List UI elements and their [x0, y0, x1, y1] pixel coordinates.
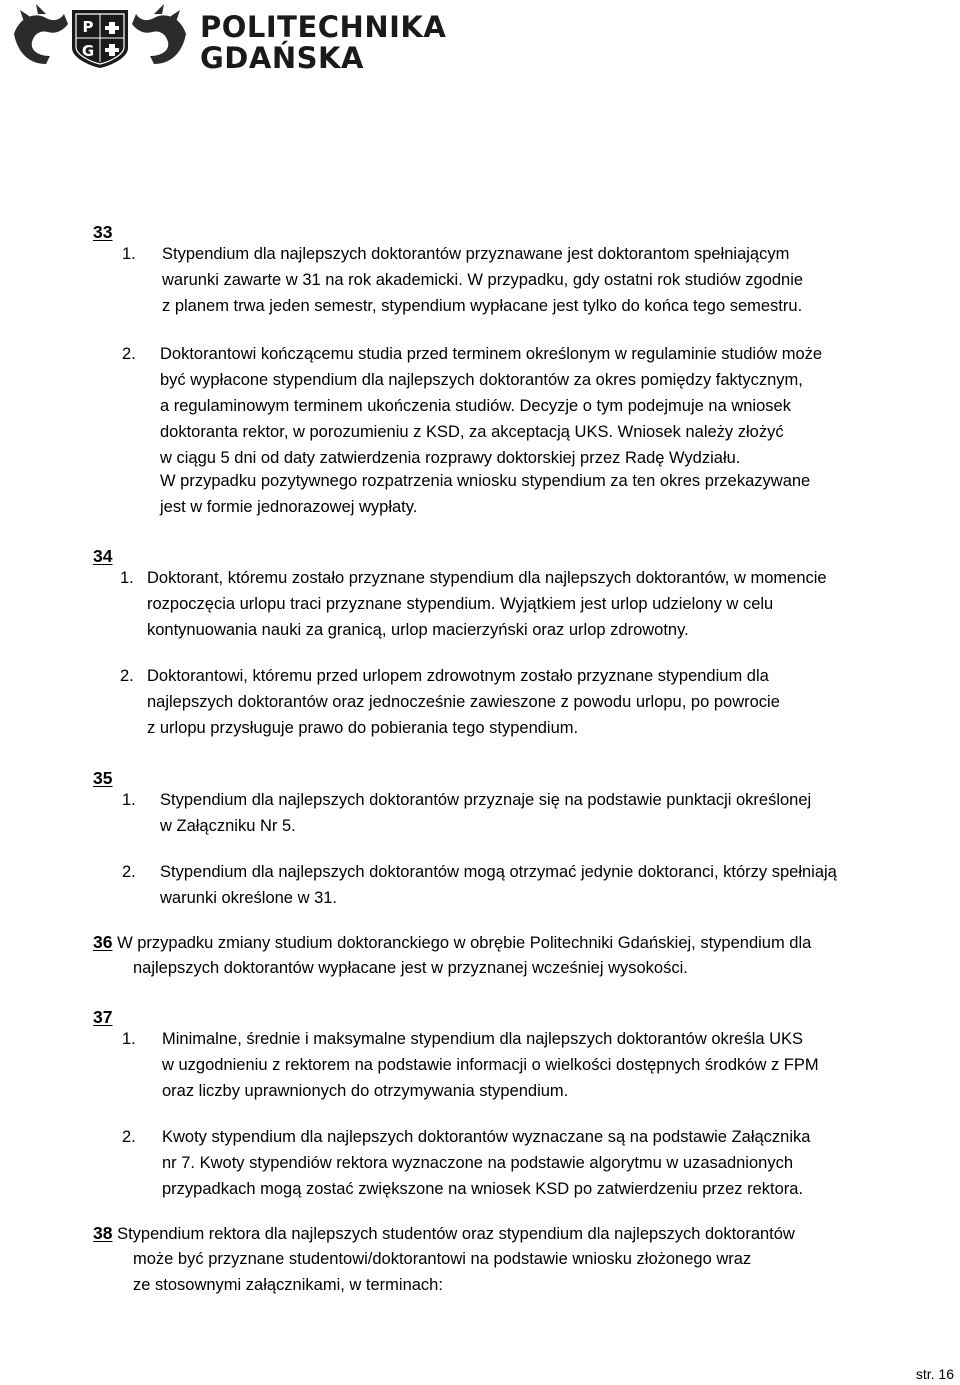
s33-p2-line: Doktorantowi kończącemu studia przed terminem określonym w regulaminie studiów może [160, 345, 823, 363]
s37-p1-line: oraz liczby uprawnionych do otrzymywania stypendium. [162, 1082, 569, 1100]
s37-p2-number: 2. [122, 1128, 136, 1146]
section-label-35: 35 [93, 768, 113, 788]
s33-p2-number: 2. [122, 345, 136, 363]
s34-p2-line: najlepszych doktorantów oraz jednocześnie zawieszone z powodu urlopu, po powrocie [147, 693, 780, 711]
s35-p1-line: w Załączniku Nr 5. [160, 817, 296, 835]
s37-p1-line: Minimalne, średnie i maksymalne stypendium dla najlepszych doktorantów określa UKS [162, 1030, 804, 1048]
politechnika-gdanska-logo [10, 4, 447, 75]
s33-p2-line: jest w formie jednorazowej wypłaty. [160, 498, 418, 516]
s38-line: 38 Stypendium rektora dla najlepszych studentów oraz stypendium dla najlepszych doktorantów [93, 1223, 795, 1243]
s34-p2-line: z urlopu przysługuje prawo do pobierania tego stypendium. [147, 719, 579, 737]
section-label-36: 36 [93, 932, 113, 952]
s34-p1-line: kontynuowania nauki za granicą, urlop macierzyński oraz urlop zdrowotny. [147, 621, 689, 639]
s37-p1-number: 1. [122, 1030, 136, 1048]
section-label-38: 38 [93, 1223, 113, 1243]
s33-p1-number: 1. [122, 245, 136, 263]
s35-p2-number: 2. [122, 863, 136, 881]
s36-line: najlepszych doktorantów wypłacane jest w przyznanej wcześniej wysokości. [133, 959, 688, 977]
s33-p1-line: z planem trwa jeden semestr, stypendium wypłacane jest tylko do końca tego semestru. [162, 297, 803, 315]
s33-p2-line: W przypadku pozytywnego rozpatrzenia wniosku stypendium za ten okres przekazywane [160, 472, 811, 490]
section-label-37: 37 [93, 1007, 113, 1027]
page-number: str. 16 [915, 1366, 954, 1382]
crest-letter-p: P [82, 18, 94, 36]
s34-p1-line: rozpoczęcia urlopu traci przyznane stypendium. Wyjątkiem jest urlop udzielony w celu [147, 595, 774, 613]
s38-line: może być przyznane studentowi/doktorantowi na podstawie wniosku złożonego wraz [133, 1250, 752, 1268]
s35-p2-line: warunki określone w 31. [160, 889, 338, 907]
s34-p2-line: Doktorantowi, któremu przed urlopem zdrowotnym zostało przyznane stypendium dla [147, 667, 769, 685]
s34-p1-line: Doktorant, któremu zostało przyznane stypendium dla najlepszych doktorantów, w momencie [147, 569, 827, 587]
crest-icon [10, 4, 190, 70]
s33-p1-line: warunki zawarte w 31 na rok akademicki. W przypadku, gdy ostatni rok studiów zgodnie [162, 271, 804, 289]
s33-p2-line: doktoranta rektor, w porozumieniu z KSD, za akceptacją UKS. Wniosek należy złożyć [160, 423, 784, 441]
s35-p1-line: Stypendium dla najlepszych doktorantów przyznaje się na podstawie punktacji określonej [160, 791, 812, 809]
s37-p2-line: przypadkach mogą zostać zwiększone na wniosek KSD po zatwierdzeniu przez rektora. [162, 1180, 804, 1198]
s35-p1-number: 1. [122, 791, 136, 809]
s34-p2-number: 2. [120, 667, 134, 685]
s38-line: ze stosownymi załącznikami, w terminach: [133, 1276, 443, 1294]
logo-line-2: GDAŃSKA [200, 41, 364, 75]
s33-p2-line: być wypłacone stypendium dla najlepszych doktorantów za okres pomiędzy faktycznym, [160, 371, 803, 389]
crest-letter-g: G [81, 42, 95, 60]
s37-p2-line: nr 7. Kwoty stypendiów rektora wyznaczone na podstawie algorytmu w uzasadnionych [162, 1154, 793, 1172]
s34-p1-number: 1. [120, 569, 134, 587]
section-label-34: 34 [93, 546, 113, 566]
s37-p1-line: w uzgodnieniu z rektorem na podstawie informacji o wielkości dostępnych środków z FPM [162, 1056, 819, 1074]
s35-p2-line: Stypendium dla najlepszych doktorantów mogą otrzymać jedynie doktoranci, którzy spełniają [160, 863, 837, 881]
s33-p2-line: a regulaminowym terminem ukończenia studiów. Decyzje o tym podejmuje na wniosek [160, 397, 791, 415]
s33-p1-line: Stypendium dla najlepszych doktorantów przyznawane jest doktorantom spełniającym [162, 245, 790, 263]
section-label-33: 33 [93, 222, 113, 242]
s37-p2-line: Kwoty stypendium dla najlepszych doktorantów wyznaczane są na podstawie Załącznika [162, 1128, 811, 1146]
logo-wordmark [200, 12, 446, 74]
s36-line: 36 W przypadku zmiany studium doktoranckiego w obrębie Politechniki Gdańskiej, stypendium dla [93, 932, 812, 952]
logo-line-1: POLITECHNIKA [200, 10, 447, 44]
s33-p2-line: w ciągu 5 dni od daty zatwierdzenia rozprawy doktorskiej przez Radę Wydziału. [160, 449, 741, 467]
